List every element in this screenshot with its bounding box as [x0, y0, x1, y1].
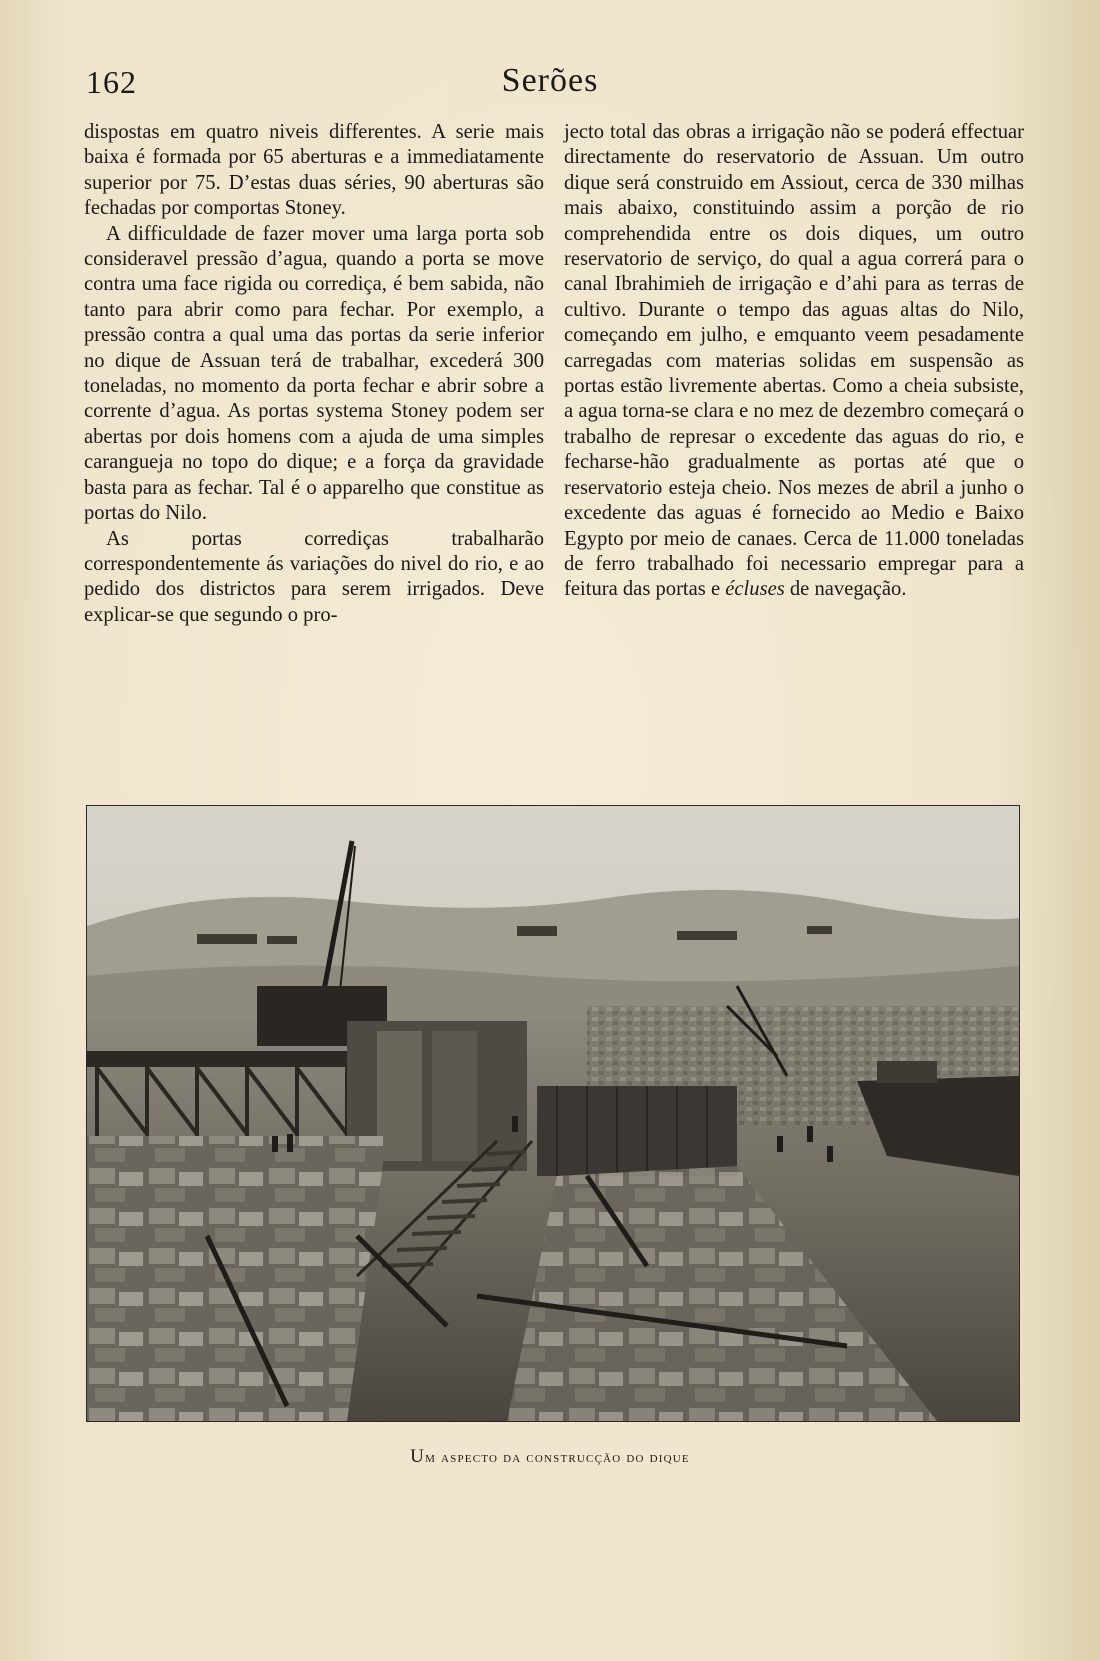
paragraph	[564, 120, 1024, 603]
figure-caption	[0, 1446, 1100, 1468]
paragraph: dispostas em quatro niveis differentes. A serie mais baixa é formada por 65 aberturas e a immediatamente superior por 75. D’estas duas séries, 90 aberturas são fechadas por comportas Stoney.	[84, 121, 544, 220]
construction-photograph	[86, 805, 1020, 1422]
caption-initial: U	[410, 1446, 426, 1467]
text-column-right	[564, 120, 1024, 603]
paragraph: A difficuldade de fazer mover uma larga porta sob consideravel pressão d’agua, quando a porta se move contra uma face rigida ou corrediça, é bem sabida, não tanto para abrir como para fechar. Por exemplo, a pressão contra a qual uma das portas da serie inferior no dique de Assuan terá de trabalhar, excederá 300 toneladas, no momento da porta fechar e abrir sobre a corrente d’agua. As portas systema Stoney podem ser abertas por dois homens com a ajuda de uma simples carangueja no topo do dique; e a força da gravidade basta para as fechar. Tal é o apparelho que constitue as portas do Nilo.	[84, 222, 544, 525]
paragraph-closing: de navegação.	[784, 578, 907, 601]
page-number: 162	[86, 64, 137, 100]
paragraph: As portas corrediças trabalharão correspondentemente ás variações do nivel do rio, e ao pedido dos districtos para serem irrigados. Deve explicar-se que segundo o pro-	[84, 527, 544, 626]
paragraph-text: jecto total das obras a irrigação não se poderá effectuar directamente do reservatorio de Assuan. Um outro dique será construido em Assiout, cerca de 330 milhas mais abaixo, constituindo assim a porção de rio comprehendida entre os dois diques, um outro reservatorio de serviço, do qual a agua correrá para o canal Ibrahimieh de irrigação e d’ahi para as terras de cultivo. Durante o tempo das aguas altas do Nilo, começando em julho, e emquanto veem pesadamente carregadas com materias solidas em suspensão as portas estão livremente abertas. Como a cheia subsiste, a agua torna-se clara e no mez de dezembro começará o trabalho de represar o excedente das aguas do rio, e fecharse-hão gradualmente as portas até que o reservatorio esteja cheio. Nos mezes de abril a junho o excedente das aguas é fornecido ao Medio e Baixo Egypto por meio de canaes. Cerca de 11.000 toneladas de ferro trabalhado foi necessario empregar para a feitura das portas e	[564, 121, 1024, 601]
page-title: Serões	[501, 62, 599, 99]
italic-term: écluses	[725, 578, 785, 601]
caption-text: m aspecto da construcção do dique	[425, 1450, 690, 1466]
text-column-left	[84, 120, 544, 628]
